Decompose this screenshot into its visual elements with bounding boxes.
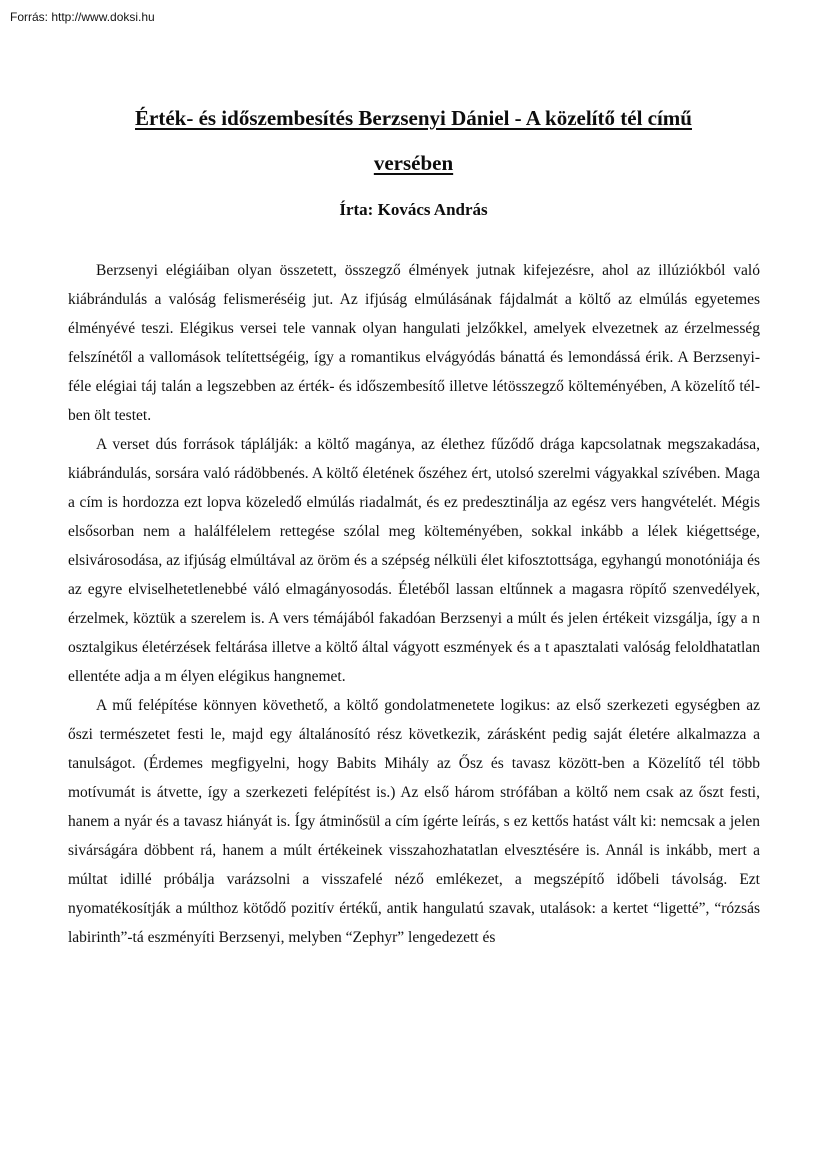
title-line-2: versében <box>373 151 454 175</box>
document-body <box>68 256 760 952</box>
source-url-label: Forrás: http://www.doksi.hu <box>10 10 155 24</box>
title-line-1: Érték- és időszembesítés Berzsenyi Dániel - A közelítő tél című <box>135 106 692 130</box>
paragraph-2: A verset dús források táplálják: a költő magánya, az élethez fűződő drága kapcsolatnak megszakadása, kiábrándulás, sorsára való rádöbbenés. A költő életének őszéhez ért, utolsó szerelmi vágyakkal szívében. Maga a cím is hordozza ezt lopva közeledő elmúlás riadalmát, és ez predesztinálja az egész vers hangvételét. Mégis elsősorban nem a halálfélelem rettegése szólal meg költeményében, sokkal inkább a lélek kiégettsége, elsivárosodása, az ifjúság elmúltával az öröm és a szépség nélküli élet kifosztottsága, egyhangú monotóniája és az egyre elviselhetetlenebbé váló elmagányosodás. Életéből lassan eltűnnek a magasra röpítő szenvedélyek, érzelmek, köztük a szerelem is. A vers témájából fakadóan Berzsenyi a múlt és jelen értékeit vizsgálja, így a n osztalgikus életérzések feltárása illetve a költő által vágyott eszmények és a t apasztalati valóság feloldhatatlan ellentéte adja a m élyen elégikus hangnemet. <box>68 436 760 685</box>
byline: Írta: Kovács András <box>339 200 488 219</box>
paragraph-1: Berzsenyi elégiáiban olyan összetett, összegző élmények jutnak kifejezésre, ahol az illúziókból való kiábrándulás a valóság felismeréséig jut. Az ifjúság elmúlásának fájdalmát a költő az elmúlás egyetemes élményévé teszi. Elégikus versei tele vannak olyan hangulati jelzőkkel, amelyek elvezetnek az érzelmesség felszínétől a vallomások telítettségéig, így a romantikus elvágyódás bánattá és lemondássá érik. A Berzsenyi-féle elégiai táj talán a legszebben az érték- és időszembesítő illetve létösszegző költeményében, A közelítő tél-ben ölt testet. <box>68 262 760 424</box>
paragraph-3: A mű felépítése könnyen követhető, a költő gondolatmenetete logikus: az első szerkezeti egységben az őszi természetet festi le, majd egy általánosító rész következik, zárásként pedig saját életére alkalmazza a tanulságot. (Érdemes megfigyelni, hogy Babits Mihály az Ősz és tavasz között-ben a Közelítő tél több motívumát is átvette, így a szerkezeti felépítést is.) Az első három strófában a költő nem csak az őszt festi, hanem a nyár és a tavasz hiányát is. Így átminősül a cím ígérte leírás, s ez kettős hatást vált ki: nemcsak a jelen sivárságára döbbent rá, hanem a múlt értékeinek visszahozhatatlan elvesztésére is. Annál is inkább, mert a múltat idillé próbálja varázsolni a visszafelé néző emlékezet, a megszépítő időbeli távolság. Ezt nyomatékosítják a múlthoz kötődő pozitív értékű, antik hangulatú szavak, utalások: a kertet “ligetté”, “rózsás labirinth”-tá eszményíti Berzsenyi, melyben “Zephyr” lengedezett és <box>68 697 760 946</box>
document-title <box>90 96 737 186</box>
